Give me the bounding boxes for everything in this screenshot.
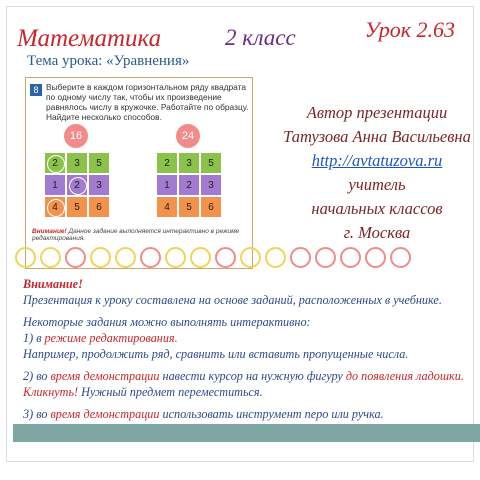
grade-label: 2 класс bbox=[225, 25, 296, 50]
lesson-topic: Тема урока: «Уравнения» bbox=[27, 53, 190, 69]
notes-p4: Например, продолжить ряд, сравнить или вставить пропущенные числа. bbox=[23, 347, 409, 361]
grid-cell[interactable]: 3 bbox=[178, 152, 200, 174]
grid-cell[interactable]: 2 bbox=[44, 152, 66, 174]
answer-circle[interactable] bbox=[390, 247, 411, 268]
grid-row bbox=[156, 152, 222, 174]
task-image bbox=[25, 77, 253, 269]
grid-row bbox=[156, 196, 222, 218]
slide bbox=[6, 6, 474, 462]
grid-cell[interactable]: 6 bbox=[200, 196, 222, 218]
grid-cell[interactable]: 1 bbox=[44, 174, 66, 196]
target-circle-1: 16 bbox=[64, 124, 88, 148]
answer-circle[interactable] bbox=[115, 247, 136, 268]
footer-bar bbox=[13, 424, 480, 442]
grid-row bbox=[156, 174, 222, 196]
grid-cell[interactable]: 3 bbox=[66, 152, 88, 174]
warning-text: Данное задание выполняется интерактивно в режиме редактирования. bbox=[32, 228, 240, 242]
grid-row bbox=[44, 152, 110, 174]
subject-title: Математика bbox=[17, 25, 162, 52]
selection-ring bbox=[69, 177, 87, 195]
target-circle-2: 24 bbox=[176, 124, 200, 148]
answer-circle[interactable] bbox=[65, 247, 86, 268]
warning-label: Внимание! bbox=[32, 228, 67, 235]
author-role-detail: начальных классов bbox=[311, 199, 443, 218]
grid-cell[interactable]: 5 bbox=[88, 152, 110, 174]
answer-circle[interactable] bbox=[40, 247, 61, 268]
notes-p5: 2) во время демонстрации навести курсор на нужную фигуру до появления ладошки. bbox=[23, 369, 464, 383]
answer-circle[interactable] bbox=[290, 247, 311, 268]
grid-cell[interactable]: 4 bbox=[44, 196, 66, 218]
number-grid-2 bbox=[156, 152, 222, 218]
author-name: Татузова Анна Васильевна bbox=[283, 127, 471, 146]
notes-p3: 1) в режиме редактирования. bbox=[23, 331, 178, 345]
answer-circle[interactable] bbox=[240, 247, 261, 268]
author-website-link[interactable]: http://avtatuzova.ru bbox=[311, 151, 443, 170]
grid-cell[interactable]: 5 bbox=[178, 196, 200, 218]
grid-cell[interactable]: 5 bbox=[200, 152, 222, 174]
answer-circle[interactable] bbox=[190, 247, 211, 268]
author-city: г. Москва bbox=[343, 223, 411, 242]
answer-circles bbox=[15, 247, 411, 268]
answer-circle[interactable] bbox=[340, 247, 361, 268]
lesson-number: Урок 2.63 bbox=[364, 17, 455, 42]
grid-cell[interactable]: 3 bbox=[88, 174, 110, 196]
answer-circle[interactable] bbox=[140, 247, 161, 268]
number-grid-1 bbox=[44, 152, 110, 218]
grid-cell[interactable]: 2 bbox=[156, 152, 178, 174]
answer-circle[interactable] bbox=[90, 247, 111, 268]
author-info bbox=[277, 101, 477, 245]
answer-circle[interactable] bbox=[365, 247, 386, 268]
grid-cell[interactable]: 2 bbox=[178, 174, 200, 196]
answer-circle[interactable] bbox=[15, 247, 36, 268]
notes-attention: Внимание! bbox=[23, 277, 83, 291]
task-instruction: Выберите в каждом горизонтальном ряду квадрата по одному числу так, чтобы их произведение равнялось числу в кружочке. Работайте по образцу. Найдите несколько способов. bbox=[46, 82, 249, 122]
grid-cell[interactable]: 3 bbox=[200, 174, 222, 196]
notes-p1: Презентация к уроку составлена на основе заданий, расположенных в учебнике. bbox=[23, 293, 442, 307]
grid-row bbox=[44, 196, 110, 218]
selection-ring bbox=[47, 199, 65, 217]
answer-circle[interactable] bbox=[265, 247, 286, 268]
author-heading: Автор презентации bbox=[306, 103, 448, 122]
grid-cell[interactable]: 6 bbox=[88, 196, 110, 218]
notes-p6: Кликнуть! Нужный предмет переместиться. bbox=[23, 385, 263, 399]
grid-cell[interactable]: 2 bbox=[66, 174, 88, 196]
answer-circle[interactable] bbox=[215, 247, 236, 268]
notes-p2: Некоторые задания можно выполнять интерактивно: bbox=[23, 315, 311, 329]
grid-cell[interactable]: 1 bbox=[156, 174, 178, 196]
notes-p7: 3) во время демонстрации использовать инструмент перо или ручка. bbox=[23, 407, 384, 421]
answer-circle[interactable] bbox=[165, 247, 186, 268]
task-warning bbox=[32, 228, 248, 242]
task-number: 8 bbox=[30, 84, 42, 96]
instructions-notes bbox=[23, 276, 473, 422]
author-role: учитель bbox=[348, 175, 406, 194]
grid-cell[interactable]: 4 bbox=[156, 196, 178, 218]
grid-row bbox=[44, 174, 110, 196]
selection-ring bbox=[47, 155, 65, 173]
answer-circle[interactable] bbox=[315, 247, 336, 268]
grid-cell[interactable]: 5 bbox=[66, 196, 88, 218]
